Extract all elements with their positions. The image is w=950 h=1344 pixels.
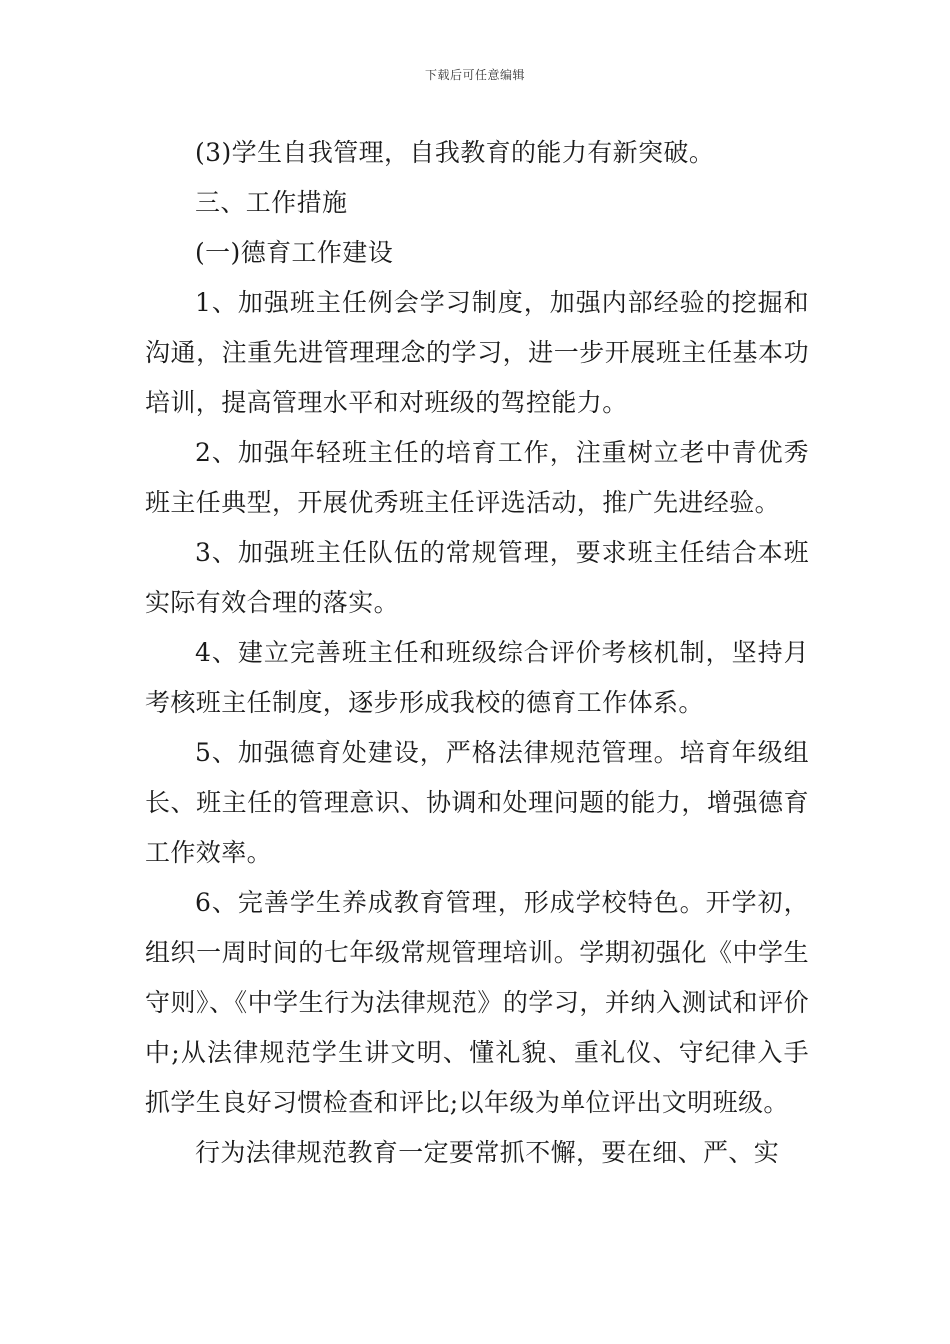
paragraph-item-4: 4、建立完善班主任和班级综合评价考核机制，坚持月考核班主任制度，逐步形成我校的德育工作体系。 — [145, 638, 809, 717]
paragraph-item-2: 2、加强年轻班主任的培育工作，注重树立老中青优秀班主任典型，开展优秀班主任评选活动，推广先进经验。 — [145, 438, 809, 517]
section-heading-measures: 三、工作措施 — [195, 188, 348, 217]
paragraph-behavior-education: 行为法律规范教育一定要常抓不懈，要在细、严、实 — [195, 1138, 780, 1167]
paragraph-goal-3: (3)学生自我管理，自我教育的能力有新突破。 — [195, 138, 715, 167]
paragraph-item-1: 1、加强班主任例会学习制度，加强内部经验的挖掘和沟通，注重先进管理理念的学习，进一步开展班主任基本功培训，提高管理水平和对班级的驾控能力。 — [145, 288, 809, 417]
paragraph-item-3: 3、加强班主任队伍的常规管理，要求班主任结合本班实际有效合理的落实。 — [145, 538, 809, 617]
paragraph-item-6: 6、完善学生养成教育管理，形成学校特色。开学初，组织一周时间的七年级常规管理培训。学期初强化《中学生守则》、《中学生行为法律规范》的学习，并纳入测试和评价中;从法律规范学生讲文明、懂礼貌、重礼仪、守纪律入手抓学生良好习惯检查和评比;以年级为单位评出文明班级。 — [145, 888, 809, 1117]
document-body — [145, 128, 809, 1178]
subsection-heading-moral-education: (一)德育工作建设 — [195, 238, 394, 267]
header-note: 下载后可任意编辑 — [424, 68, 525, 82]
paragraph-item-5: 5、加强德育处建设，严格法律规范管理。培育年级组长、班主任的管理意识、协调和处理问题的能力，增强德育工作效率。 — [145, 738, 809, 867]
